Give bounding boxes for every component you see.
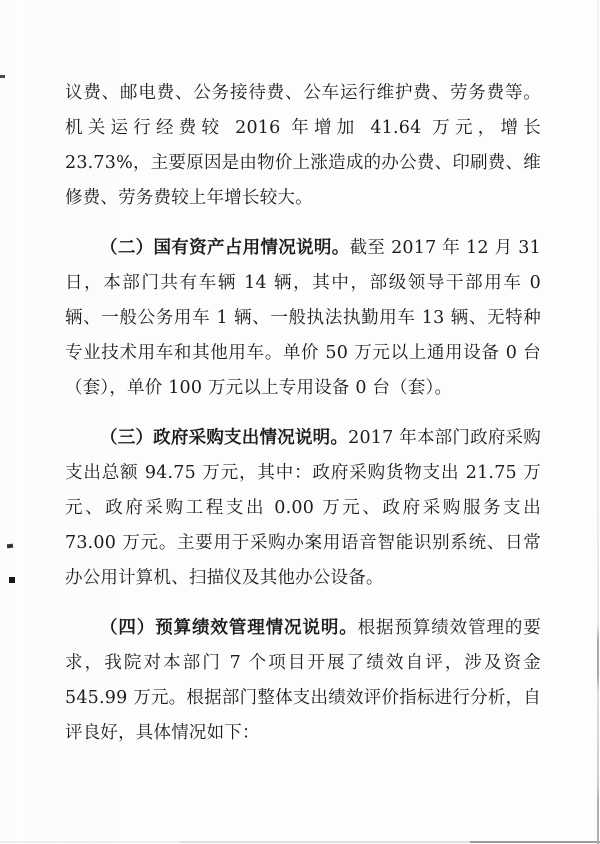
paragraph-text: 2017 年本部门政府采购支出总额 94.75 万元，其中：政府采购货物支出 21.75 万元、政府采购工程支出 0.00 万元、政府采购服务支出 73.00 万元。主要用于采购办案用语音智能识别系统、日常办公用计算机、扫描仪及其他办公设备。 — [65, 428, 541, 588]
paragraph-state-assets — [65, 231, 541, 406]
paragraph-heading: （二）国有资产占用情况说明。 — [100, 238, 350, 258]
paragraph-text: 议费、邮电费、公务接待费、公车运行维护费、劳务费等。机关运行经费较 2016 年增加 41.64 万元，增长 23.73%，主要原因是由物价上涨造成的办公费、印刷费、维修费、劳务费较上年增长较大。 — [65, 83, 541, 208]
scan-speck-left-lower — [9, 577, 15, 583]
scan-bottom-edge-shadow-mid — [180, 841, 470, 843]
paragraph-budget-performance — [65, 611, 541, 751]
paragraph-heading: （三）政府采购支出情况说明。 — [100, 428, 349, 448]
paragraph-text: 根据预算绩效管理的要求，我院对本部门 7 个项目开展了绩效自评，涉及资金 545.99 万元。根据部门整体支出绩效评价指标进行分析，自评良好，具体情况如下： — [65, 618, 541, 743]
scan-bottom-edge-shadow-dark — [470, 841, 600, 843]
scan-speck-left-middle — [7, 544, 13, 549]
paragraph-text: 截至 2017 年 12 月 31 日，本部门共有车辆 14 辆，其中，部级领导干部用车 0 辆、一般公务用车 1 辆、一般执法执勤用车 13 辆、无特种专业技术用车和其他用车。单价 50 万元以上通用设备 0 台（套），单价 100 万元以上专用设备 0 台（套）。 — [65, 238, 541, 398]
document-body — [65, 76, 541, 751]
paragraph-heading: （四）预算绩效管理情况说明。 — [100, 618, 358, 638]
scan-bottom-edge-shadow — [0, 841, 600, 843]
scan-speck-left-top — [0, 75, 5, 78]
scan-right-edge-line — [597, 0, 599, 844]
paragraph-operating-expenses — [65, 76, 541, 216]
paragraph-gov-procurement — [65, 421, 541, 596]
